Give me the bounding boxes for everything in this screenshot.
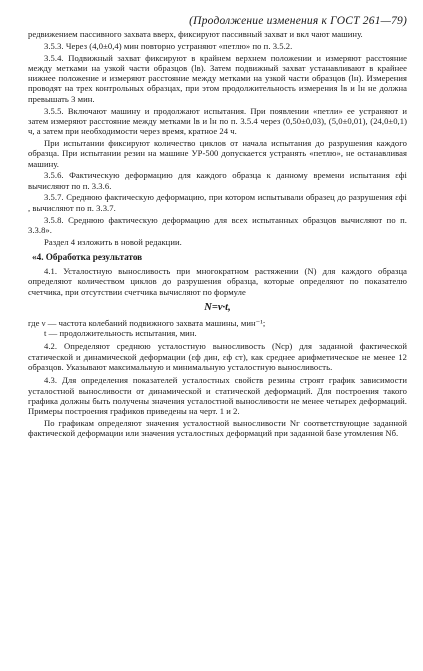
paragraph: редвижением пассивного захвата вверх, фиксируют пассивный захват и вкл чают машину. — [28, 29, 363, 39]
paragraph: 4.2. Определяют среднюю усталостную выносливость (Nср) для заданной фактической статической и динамической деформации (εф дин, εф ст), как среднее арифметическое не менее 12 образцов. Указывают максимальную и минимальную усталостную выносливость. — [28, 341, 407, 373]
section-heading: «4. Обработка результатов — [32, 251, 143, 262]
paragraph: Раздел 4 изложить в новой редакции. — [44, 236, 182, 247]
paragraph: 3.5.6. Фактическую деформацию для каждого образца к данному времени испытания εфi вычисляют по п. 3.3.6. — [28, 170, 407, 191]
paragraph: 3.5.4. Подвижный захват фиксируют в крайнем верхнем положении и измеряют расстояние между метками на узкой части образцов (lв). Затем подвижный захват устанавливают в крайнее нижнее положение и измеряют расстояние между метками на узкой части образцов (lн). Измерения проводят на трех контрольных образцах, при этом продолжительность измерения lв и lн не должна превышать 3 мин. — [28, 52, 407, 104]
paragraph: 3.5.7. Среднюю фактическую деформацию, при котором испытывали образец до разрушения εфi , вычисляют по п. 3.3.7. — [28, 192, 407, 213]
paragraph: 4.3. Для определения показателей усталостных свойств резины строят график зависимости усталостной выносливости от динамической и статической деформаций. Для построения такого графика должны быть получены значения усталостной выносливости не менее четырех деформаций. Примеры построения графиков приведены на черт. 1 и 2. — [28, 375, 407, 417]
paragraph: 3.5.5. Включают машину и продолжают испытания. При появлении «петли» ее устраняют и затем измеряют расстояние между метками lв и lн по п. 3.5.4 через (0,50±0,03), (5,0±0,01), (24,0±0,1) ч, а затем при необходимости через время, кратное 24 ч. — [28, 105, 407, 137]
paragraph: t — продолжительность испытания, мин. — [44, 328, 197, 339]
formula: N=ν·t, — [204, 301, 231, 313]
paragraph: где ν — частота колебаний подвижного захвата машины, мин⁻¹; — [28, 317, 266, 328]
paragraph: По графикам определяют значения усталостной выносливости Nг соответствующие заданной фактической деформации или значения усталостных деформаций при заданной базе утомления Nб. — [28, 418, 407, 439]
paragraph: 3.5.8. Среднюю фактическую деформацию для всех испытанных образцов вычисляют по п. 3.3.8». — [28, 214, 407, 235]
paragraph: 4.1. Усталостную выносливость при многократном растяжении (N) для каждого образца определяют количеством циклов до разрушения образца, которые определяют по показателю счетчика, при отсутствии счетчика вычисляют по формуле — [28, 265, 407, 297]
paragraph: При испытании фиксируют количество циклов от начала испытания до разрушения каждого образца. При испытании резин на машине УР-500 допускается устранять «петлю», не останавливая машину. — [28, 137, 407, 169]
paragraph: 3.5.3. Через (4,0±0,4) мин повторно устраняют «петлю» по п. 3.5.2. — [44, 40, 293, 51]
page-header: (Продолжение изменения к ГОСТ 261—79) — [189, 15, 407, 27]
